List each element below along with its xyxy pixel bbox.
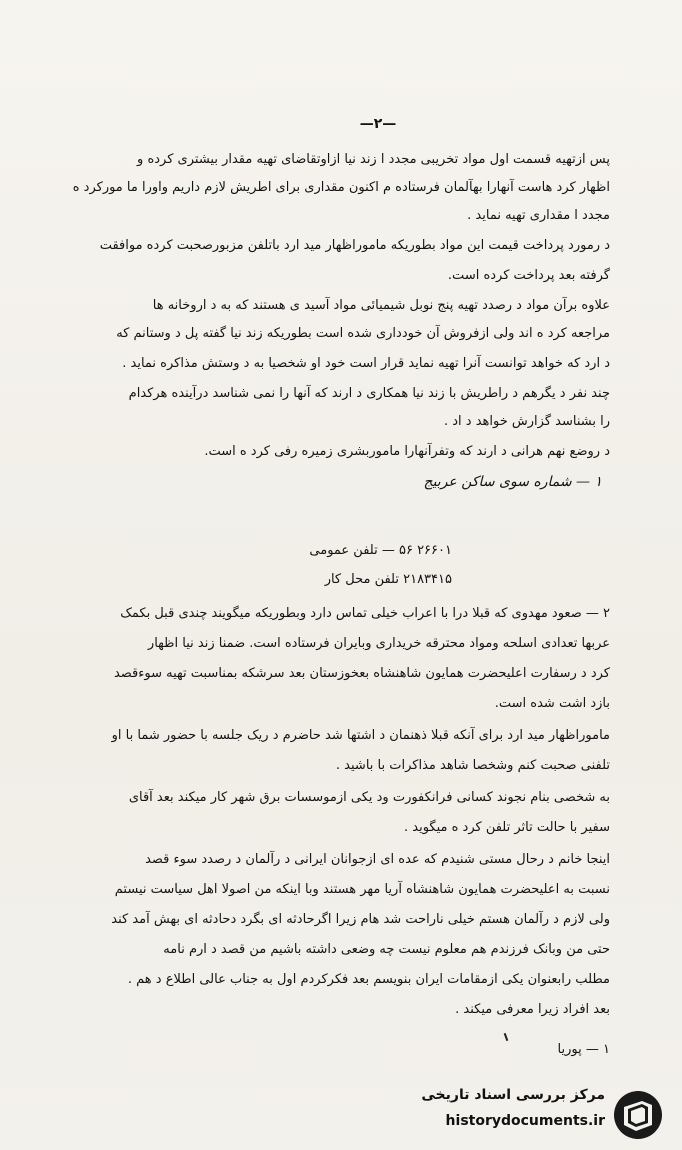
text-line: حتی من وبانک فرزندم هم معلوم نیست چه وضعی داشته باشیم من قصد د ارم نامه xyxy=(163,942,610,957)
text-line: مطلب رابعنوان یکی ازمقامات ایران بنویسم بعد فکرکردم اول به جناب عالی اطلاع د هم . xyxy=(127,972,610,987)
handwritten-line: ۱ — شماره سوی ساکن عربیج xyxy=(423,474,602,490)
text-line: را بشناسد گزارش خواهد د اد . xyxy=(444,414,610,429)
text-line: بعد افراد زیرا معرفی میکند . xyxy=(455,1002,610,1017)
text-line: ۲ — صعود مهدوی که قبلا درا با اعراب خیلی تماس دارد وبطوریکه میگویند چندی قبل بکمک xyxy=(120,606,610,621)
phone-work: ۲۱۸۳۴۱۵ تلفن محل کار xyxy=(324,572,452,587)
text-line: چند نفر د یگرهم د راطریش با زند نیا همکاری د ارند که آنها را نمی شناسد درآینده هرکدام xyxy=(128,386,610,401)
text-line: بازد اشت شده است. xyxy=(494,696,610,711)
text-line: اظهار کرد هاست آنهارا بهآلمان فرستاده م اکنون مقداری برای اطریش لازم داریم واورا ما مورکرد ه xyxy=(72,180,610,195)
text-line: د روضع نهم هرانی د ارند که وتفرآنهارا ماموربشری زمیره رفی کرد ه است. xyxy=(204,444,610,459)
text-line: علاوه برآن مواد د رصدد تهیه پنج نوبل شیمیائی مواد آسید ی هستند که به د اروخانه ها xyxy=(152,298,610,313)
text-line: نسبت به اعلیحضرت همایون شاهنشاه آریا مهر هستند وبا اینکه من اصولا اهل سیاست نیستم xyxy=(114,882,610,897)
page-number: —۲— xyxy=(359,116,397,132)
footer-url: historydocuments.ir xyxy=(445,1113,605,1129)
footer-watermark xyxy=(400,1085,670,1145)
text-line: ولی لازم د رآلمان هستم خیلی ناراحت شد هام زیرا اگرحادثه ای بگرد دحادثه ای بهش آمد کند xyxy=(111,912,610,927)
text-line: ماموراظهار مید ارد برای آنکه قبلا ذهنمان د اشتها شد حاضرم د ریک جلسه با حضور شما با او xyxy=(111,728,610,743)
phone-public: ۲۶۶۰۱ ۵۶ — تلفن عمومی xyxy=(309,543,452,558)
text-line: تلفنی صحبت کنم وشخصا شاهد مذاکرات با باشید . xyxy=(335,758,610,773)
text-line: کرد د رسفارت اعلیحضرت همایون شاهنشاه بعخوزستان بعد سرشکه بمناسبت تهیه سوءقصد xyxy=(113,666,610,681)
text-line: عربها تعدادی اسلحه ومواد محترقه خریداری وبایران فرستاده است. ضمنا زند نیا اظهار xyxy=(147,636,610,651)
text-line: د ارد که خواهد توانست آنرا تهیه نماید قرار است خود او شخصیا به د وستش مذاکره نماید . xyxy=(122,356,610,371)
text-line: گرفته بعد پرداخت کرده است. xyxy=(447,268,610,283)
text-line: به شخصی بنام نجوند کسانی فرانکفورت ود یکی ازموسسات برق شهر کار میکند بعد آقای xyxy=(128,790,610,805)
text-line: مراجعه کرد ه اند ولی ازفروش آن خودداری شده است بطوریکه زند نیا گفته پل د وستانم که xyxy=(116,326,610,341)
history-documents-logo-icon xyxy=(612,1089,664,1141)
text-line: پس ازتهیه قسمت اول مواد تخریبی مجدد ا زند نیا ازاوتقاضای تهیه مقدار بیشتری کرده و xyxy=(137,152,610,167)
text-line: ۱ — پوریا xyxy=(557,1042,610,1057)
text-line: د رمورد پرداخت قیمت این مواد بطوریکه ماموراظهار مید ارد باتلفن مزبورصحبت کرده موافقت xyxy=(99,238,610,253)
footer-title: مرکز بررسی اسناد تاریخی xyxy=(421,1087,605,1103)
text-line: سفیر با حالت تاثر تلفن کرد ه میگوید . xyxy=(403,820,610,835)
text-line: اینجا خانم د رحال مستی شنیدم که عده ای ازجوانان ایرانی د رآلمان د رصدد سوء قصد xyxy=(145,852,610,867)
text-line: مجدد ا مقداری تهیه نماید . xyxy=(467,208,610,223)
